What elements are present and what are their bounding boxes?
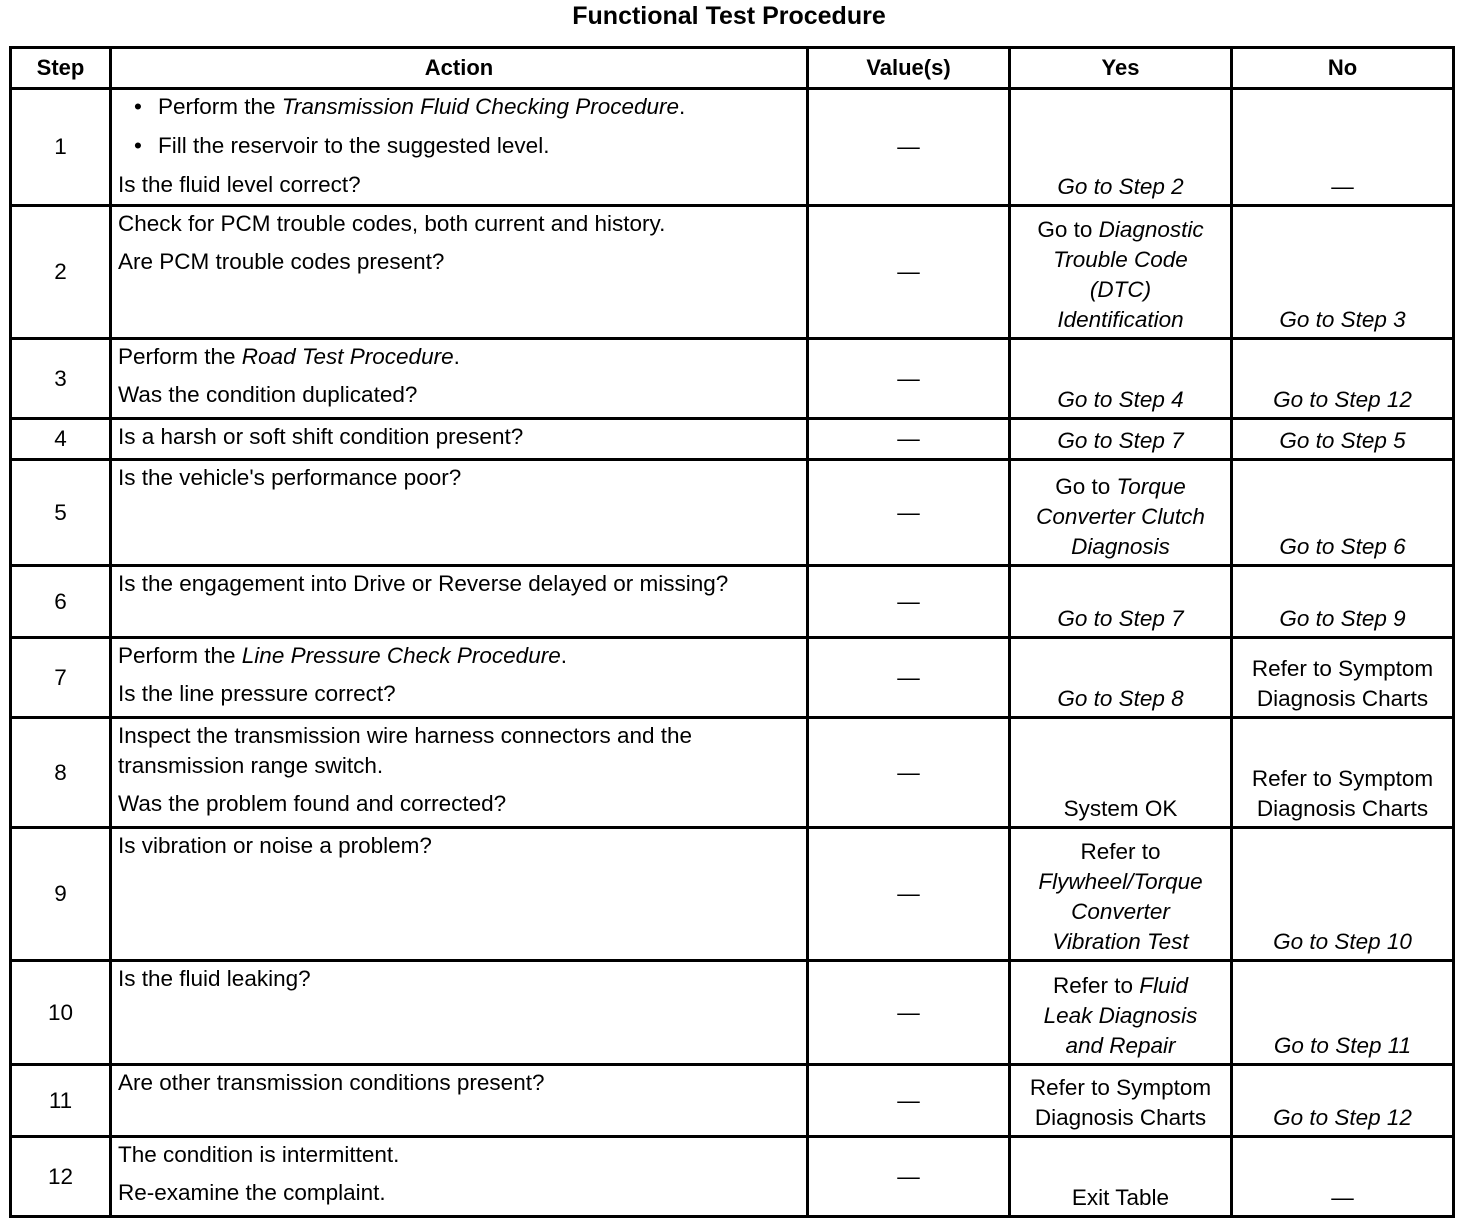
action-cell <box>111 206 808 339</box>
action-line: Inspect the transmission wire harness connectors and the transmission range switch. <box>118 723 693 778</box>
yes-prefix: Go to <box>1037 217 1099 242</box>
header-yes: Yes <box>1010 48 1232 89</box>
action-cell <box>111 460 808 566</box>
no-text: Go to Step 3 <box>1279 307 1406 332</box>
no-text: — <box>1331 1185 1354 1210</box>
yes-link-text: Leak Diagnosis <box>1043 1003 1198 1028</box>
text-segment: Fill the reservoir to the suggested level. <box>158 133 550 158</box>
value-cell: — <box>808 419 1010 460</box>
no-cell <box>1232 566 1454 638</box>
value-cell: — <box>808 961 1010 1065</box>
yes-text: Go to Step 4 <box>1057 387 1184 412</box>
yes-link-text: (DTC) <box>1089 277 1152 302</box>
action-line: The condition is intermittent. <box>118 1142 400 1167</box>
no-cell <box>1232 1137 1454 1217</box>
yes-prefix: Refer to <box>1052 973 1140 998</box>
value-cell: — <box>808 339 1010 419</box>
action-line: Was the condition duplicated? <box>118 382 418 407</box>
yes-link-text: and Repair <box>1065 1033 1176 1058</box>
yes-text: Diagnosis Charts <box>1034 1105 1207 1130</box>
text-segment: . <box>679 94 686 119</box>
table-row <box>11 89 1454 206</box>
yes-cell <box>1010 339 1232 419</box>
no-text: Go to Step 10 <box>1273 929 1412 954</box>
action-line <box>118 342 800 372</box>
table-body <box>11 89 1454 1217</box>
value-cell: — <box>808 566 1010 638</box>
action-cell <box>111 1137 808 1217</box>
step-cell: 3 <box>11 339 111 419</box>
no-cell <box>1232 638 1454 718</box>
step-cell: 8 <box>11 718 111 828</box>
yes-prefix: Go to <box>1055 474 1117 499</box>
yes-text: System OK <box>1063 796 1178 821</box>
no-text: Refer to Symptom <box>1251 656 1434 681</box>
text-segment: . <box>453 344 460 369</box>
action-cell <box>111 828 808 961</box>
no-cell <box>1232 828 1454 961</box>
no-cell <box>1232 1065 1454 1137</box>
value-cell: — <box>808 460 1010 566</box>
yes-text: Refer to Symptom <box>1029 1075 1212 1100</box>
header-row <box>11 48 1454 89</box>
action-cell <box>111 718 808 828</box>
action-line: Re-examine the complaint. <box>118 1180 386 1205</box>
action-line: Is the fluid leaking? <box>118 966 311 991</box>
yes-cell <box>1010 1065 1232 1137</box>
table-row <box>11 419 1454 460</box>
action-line: Is a harsh or soft shift condition present? <box>118 424 524 449</box>
action-line: Check for PCM trouble codes, both current and history. <box>118 211 666 236</box>
value-cell: — <box>808 638 1010 718</box>
yes-link-text: Torque <box>1116 474 1186 499</box>
no-cell <box>1232 419 1454 460</box>
yes-cell <box>1010 419 1232 460</box>
step-cell: 1 <box>11 89 111 206</box>
no-cell <box>1232 460 1454 566</box>
no-text: Go to Step 5 <box>1279 428 1406 453</box>
action-line: Is the fluid level correct? <box>118 172 361 197</box>
yes-text: Go to Step 7 <box>1057 428 1184 453</box>
step-cell: 6 <box>11 566 111 638</box>
action-cell <box>111 566 808 638</box>
yes-cell <box>1010 206 1232 339</box>
no-text: Refer to Symptom <box>1251 766 1434 791</box>
table-row <box>11 460 1454 566</box>
yes-cell <box>1010 718 1232 828</box>
step-cell: 11 <box>11 1065 111 1137</box>
procedure-table <box>9 46 1455 1218</box>
no-text: Go to Step 6 <box>1279 534 1406 559</box>
yes-text: Go to Step 8 <box>1057 686 1184 711</box>
value-cell: — <box>808 718 1010 828</box>
header-no: No <box>1232 48 1454 89</box>
action-line: Are PCM trouble codes present? <box>118 249 445 274</box>
value-cell: — <box>808 1137 1010 1217</box>
no-text: Go to Step 9 <box>1279 606 1406 631</box>
step-cell: 7 <box>11 638 111 718</box>
yes-text: Go to Step 7 <box>1057 606 1184 631</box>
yes-link-text: Diagnosis <box>1071 534 1170 559</box>
yes-text: Exit Table <box>1071 1185 1170 1210</box>
text-segment: Road Test Procedure <box>241 344 454 369</box>
action-cell <box>111 1065 808 1137</box>
text-segment: . <box>560 643 567 668</box>
yes-cell <box>1010 638 1232 718</box>
action-cell <box>111 638 808 718</box>
action-cell <box>111 89 808 206</box>
text-segment: Line Pressure Check Procedure <box>241 643 561 668</box>
yes-link-text: Converter <box>1071 899 1170 924</box>
action-cell <box>111 961 808 1065</box>
text-segment: Perform the <box>158 94 282 119</box>
yes-cell <box>1010 961 1232 1065</box>
page-title: Functional Test Procedure <box>572 2 886 30</box>
action-cell <box>111 339 808 419</box>
header-step: Step <box>11 48 111 89</box>
action-line: Was the problem found and corrected? <box>118 791 507 816</box>
no-cell <box>1232 89 1454 206</box>
no-text: — <box>1331 174 1354 199</box>
text-segment: Perform the <box>118 344 242 369</box>
yes-cell <box>1010 566 1232 638</box>
yes-link-text: Converter Clutch <box>1036 504 1205 529</box>
yes-link-text: Vibration Test <box>1052 929 1189 954</box>
no-cell <box>1232 206 1454 339</box>
value-cell: — <box>808 828 1010 961</box>
action-cell <box>111 419 808 460</box>
action-line: Is the line pressure correct? <box>118 681 396 706</box>
table-row <box>11 828 1454 961</box>
value-cell: — <box>808 206 1010 339</box>
yes-link-text: Diagnostic <box>1098 217 1204 242</box>
header-value: Value(s) <box>808 48 1010 89</box>
action-line: Is the vehicle's performance poor? <box>118 465 462 490</box>
no-text: Go to Step 12 <box>1273 387 1412 412</box>
table-row <box>11 206 1454 339</box>
table-row <box>11 638 1454 718</box>
yes-link-text: Fluid <box>1139 973 1189 998</box>
step-cell: 9 <box>11 828 111 961</box>
action-line <box>118 641 800 671</box>
no-text: Diagnosis Charts <box>1256 796 1429 821</box>
value-cell: — <box>808 89 1010 206</box>
yes-text: Go to Step 2 <box>1057 174 1184 199</box>
yes-link-text: Flywheel/Torque <box>1038 869 1203 894</box>
yes-link-text: Trouble Code <box>1053 247 1188 272</box>
step-cell: 4 <box>11 419 111 460</box>
action-line: Are other transmission conditions present? <box>118 1070 545 1095</box>
text-segment: Perform the <box>118 643 242 668</box>
action-line: Is the engagement into Drive or Reverse delayed or missing? <box>118 571 729 596</box>
step-cell: 2 <box>11 206 111 339</box>
yes-link-text: Identification <box>1057 307 1184 332</box>
no-cell <box>1232 961 1454 1065</box>
table-row <box>11 961 1454 1065</box>
no-cell <box>1232 339 1454 419</box>
yes-prefix: Refer to <box>1080 839 1161 864</box>
step-cell: 5 <box>11 460 111 566</box>
header-action: Action <box>111 48 808 89</box>
table-row <box>11 718 1454 828</box>
no-text: Go to Step 12 <box>1273 1105 1412 1130</box>
step-cell: 12 <box>11 1137 111 1217</box>
table-row <box>11 339 1454 419</box>
no-text: Go to Step 11 <box>1273 1033 1412 1058</box>
table-row <box>11 1065 1454 1137</box>
no-text: Diagnosis Charts <box>1256 686 1429 711</box>
yes-cell <box>1010 1137 1232 1217</box>
action-line: Is vibration or noise a problem? <box>118 833 432 858</box>
yes-cell <box>1010 89 1232 206</box>
no-cell <box>1232 718 1454 828</box>
table-row <box>11 1137 1454 1217</box>
action-bullet <box>118 131 800 170</box>
text-segment: Transmission Fluid Checking Procedure <box>281 94 680 119</box>
value-cell: — <box>808 1065 1010 1137</box>
yes-cell <box>1010 828 1232 961</box>
action-bullet <box>118 92 800 131</box>
step-cell: 10 <box>11 961 111 1065</box>
table-row <box>11 566 1454 638</box>
yes-cell <box>1010 460 1232 566</box>
